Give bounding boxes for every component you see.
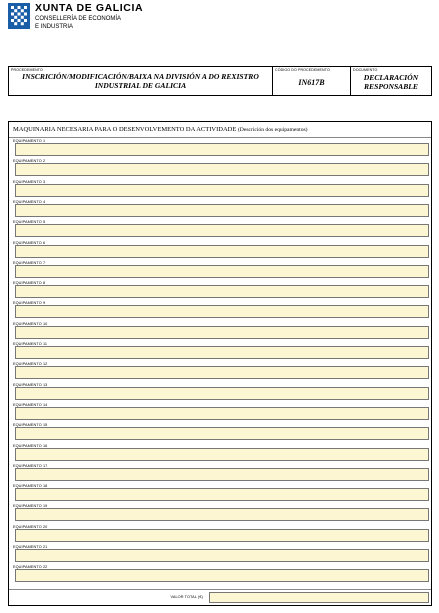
equipment-input[interactable] bbox=[15, 224, 429, 237]
equipment-input[interactable] bbox=[15, 204, 429, 217]
equipment-row bbox=[11, 464, 429, 484]
equipment-row bbox=[11, 362, 429, 382]
equipment-label: EQUIPAMENTO 5 bbox=[13, 220, 46, 225]
equipment-input[interactable] bbox=[15, 407, 429, 420]
equipment-input[interactable] bbox=[15, 285, 429, 298]
equipment-input[interactable] bbox=[15, 265, 429, 278]
section-heading-note: (Descrición dos equipamentos) bbox=[237, 127, 308, 133]
equipment-input[interactable] bbox=[15, 569, 429, 582]
document-caption: DOCUMENTO bbox=[353, 68, 378, 72]
procedure-code-caption: CÓDIGO DO PROCEDEMENTO bbox=[275, 68, 330, 72]
section-heading-text: MAQUINARIA NECESARIA PARA O DESENVOLVEMENTO DA ACTIVIDADE bbox=[13, 126, 237, 133]
equipment-label: EQUIPAMENTO 19 bbox=[13, 504, 48, 509]
equipment-input[interactable] bbox=[15, 143, 429, 156]
equipment-label: EQUIPAMENTO 8 bbox=[13, 281, 46, 286]
equipment-row bbox=[11, 444, 429, 464]
equipment-row bbox=[11, 525, 429, 545]
equipment-input[interactable] bbox=[15, 549, 429, 562]
equipment-label: EQUIPAMENTO 21 bbox=[13, 545, 48, 549]
equipment-input[interactable] bbox=[15, 326, 429, 339]
equipment-row bbox=[11, 565, 429, 585]
equipment-input[interactable] bbox=[15, 305, 429, 318]
equipment-label: EQUIPAMENTO 20 bbox=[13, 524, 48, 529]
logo-department: CONSELLERÍA DE ECONOMÍA E INDUSTRIA bbox=[35, 16, 122, 30]
equipment-input[interactable] bbox=[15, 448, 429, 461]
total-value-input[interactable] bbox=[209, 592, 429, 603]
equipment-label: EQUIPAMENTO 2 bbox=[13, 159, 46, 164]
equipment-label: EQUIPAMENTO 3 bbox=[13, 179, 46, 184]
equipment-label: EQUIPAMENTO 11 bbox=[13, 342, 48, 346]
equipment-input[interactable] bbox=[15, 529, 429, 542]
equipment-row bbox=[11, 139, 429, 159]
section-heading bbox=[13, 126, 308, 133]
equipment-section bbox=[8, 121, 432, 606]
equipment-label: EQUIPAMENTO 17 bbox=[13, 463, 48, 468]
equipment-row bbox=[11, 261, 429, 281]
equipment-input[interactable] bbox=[15, 488, 429, 501]
equipment-label: EQUIPAMENTO 12 bbox=[13, 362, 48, 367]
equipment-input[interactable] bbox=[15, 346, 429, 359]
procedure-title: INSCRICIÓN/MODIFICACIÓN/BAIXA NA DIVISIÓN A DO REXISTRO INDUSTRIAL DE GALICIA bbox=[22, 72, 259, 90]
equipment-input[interactable] bbox=[15, 184, 429, 197]
equipment-input[interactable] bbox=[15, 366, 429, 379]
equipment-label: EQUIPAMENTO 16 bbox=[13, 443, 48, 448]
equipment-label: EQUIPAMENTO 10 bbox=[13, 321, 48, 326]
equipment-row bbox=[11, 159, 429, 179]
xunta-logo bbox=[8, 2, 208, 32]
procedure-box bbox=[8, 66, 432, 96]
equipment-label: EQUIPAMENTO 13 bbox=[13, 382, 48, 387]
total-row bbox=[9, 589, 431, 605]
equipment-input[interactable] bbox=[15, 387, 429, 400]
section-divider bbox=[9, 137, 431, 138]
equipment-row bbox=[11, 423, 429, 443]
equipment-row bbox=[11, 545, 429, 565]
equipment-row bbox=[11, 504, 429, 524]
document-cell bbox=[351, 67, 431, 95]
equipment-label: EQUIPAMENTO 7 bbox=[13, 260, 46, 265]
equipment-label: EQUIPAMENTO 6 bbox=[13, 240, 46, 245]
xunta-crest-icon bbox=[8, 3, 30, 29]
procedure-code-cell bbox=[273, 67, 351, 95]
equipment-input[interactable] bbox=[15, 468, 429, 481]
procedure-title-caption: PROCEDEMENTO bbox=[11, 68, 43, 72]
equipment-label: EQUIPAMENTO 4 bbox=[13, 199, 46, 204]
equipment-row bbox=[11, 383, 429, 403]
logo-name: XUNTA DE GALICIA bbox=[35, 2, 144, 14]
procedure-title-cell bbox=[9, 67, 273, 95]
document-type: DECLARACIÓN RESPONSABLE bbox=[363, 73, 419, 91]
equipment-row bbox=[11, 322, 429, 342]
equipment-label: EQUIPAMENTO 22 bbox=[13, 565, 48, 570]
equipment-input[interactable] bbox=[15, 427, 429, 440]
equipment-row bbox=[11, 180, 429, 200]
equipment-row bbox=[11, 220, 429, 240]
procedure-code: IN617B bbox=[298, 78, 325, 87]
equipment-input[interactable] bbox=[15, 245, 429, 258]
equipment-label: EQUIPAMENTO 1 bbox=[13, 139, 46, 143]
equipment-input[interactable] bbox=[15, 163, 429, 176]
equipment-row bbox=[11, 241, 429, 261]
equipment-label: EQUIPAMENTO 14 bbox=[13, 402, 48, 407]
equipment-label: EQUIPAMENTO 15 bbox=[13, 423, 48, 428]
equipment-label: EQUIPAMENTO 9 bbox=[13, 301, 46, 306]
equipment-row bbox=[11, 342, 429, 362]
equipment-label: EQUIPAMENTO 18 bbox=[13, 484, 48, 489]
equipment-row bbox=[11, 403, 429, 423]
equipment-row bbox=[11, 301, 429, 321]
equipment-input[interactable] bbox=[15, 508, 429, 521]
equipment-row bbox=[11, 281, 429, 301]
total-label: VALOR TOTAL (€) bbox=[170, 595, 203, 599]
equipment-row bbox=[11, 484, 429, 504]
equipment-row bbox=[11, 200, 429, 220]
